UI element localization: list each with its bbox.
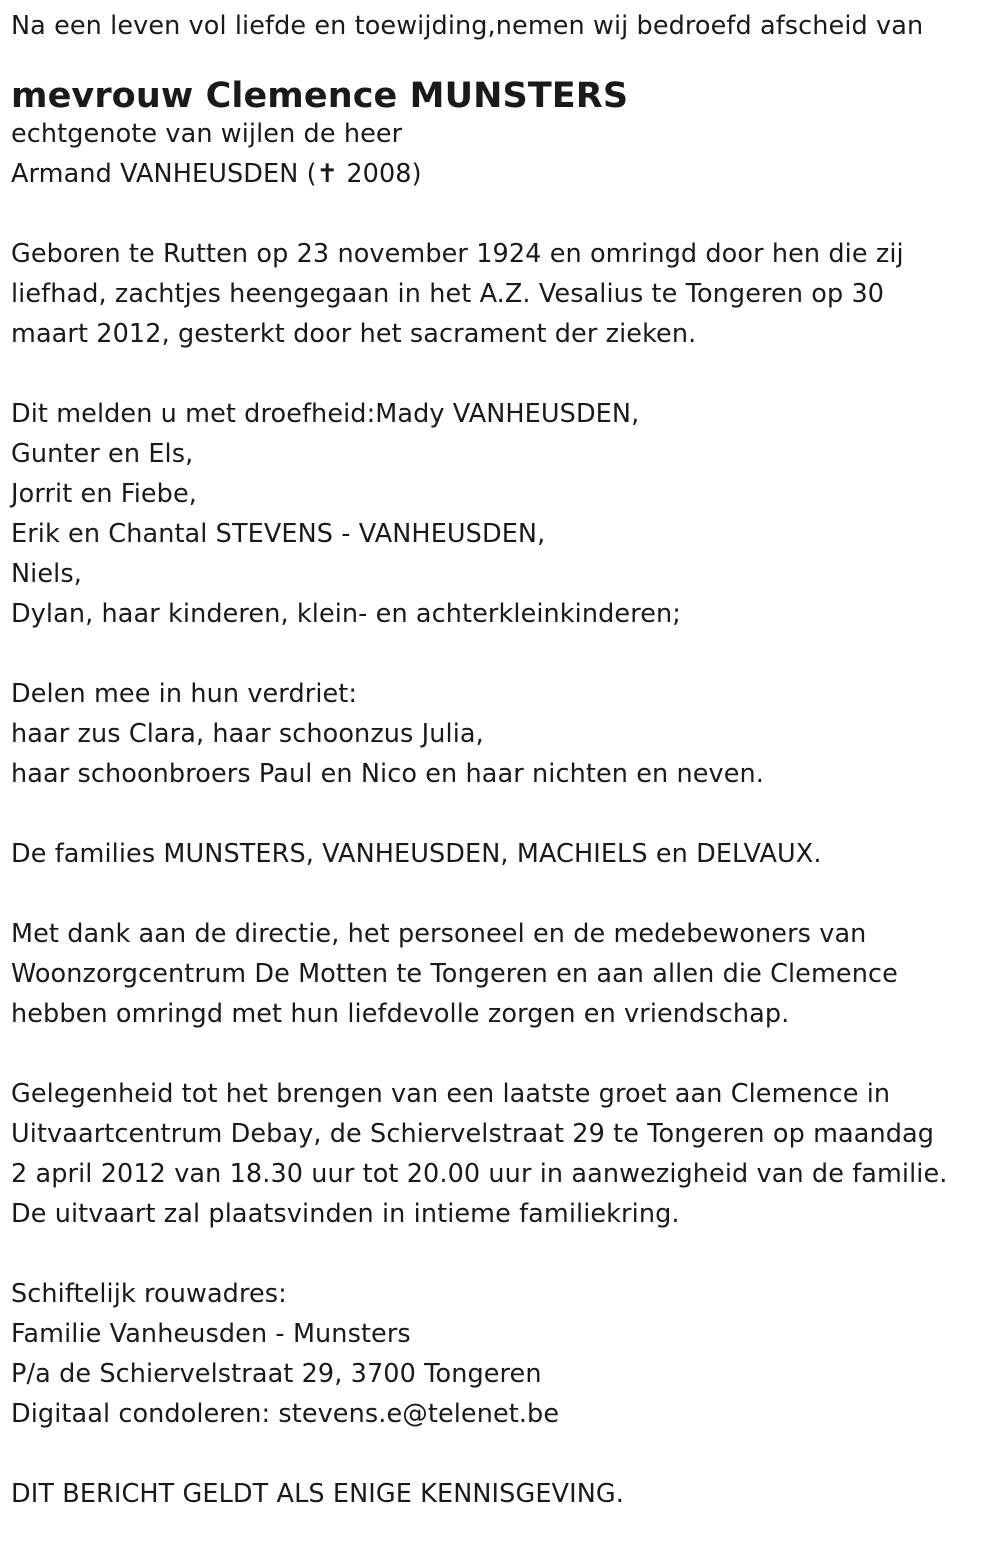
footer-notice: DIT BERICHT GELDT ALS ENIGE KENNISGEVING. xyxy=(11,1479,624,1509)
birth-death-paragraph xyxy=(11,234,996,354)
paragraph-line: hebben omringd met hun liefdevolle zorgen en vriendschap. xyxy=(11,999,790,1029)
deceased-name: mevrouw Clemence MUNSTERS xyxy=(11,76,629,116)
announced-by-paragraph xyxy=(11,394,996,634)
paragraph-line: Dit melden u met droefheid:Mady VANHEUSDEN, xyxy=(11,399,640,429)
paragraph-line: Geboren te Rutten op 23 november 1924 en omringd door hen die zij xyxy=(11,239,904,269)
paragraph-line: Gunter en Els, xyxy=(11,439,194,469)
spouse-line: echtgenote van wijlen de heer xyxy=(11,119,403,149)
intro-line: Na een leven vol liefde en toewijding,nemen wij bedroefd afscheid van xyxy=(11,11,924,41)
paragraph-line: P/a de Schiervelstraat 29, 3700 Tongeren xyxy=(11,1359,542,1389)
share-grief-paragraph xyxy=(11,674,996,794)
paragraph-line: De uitvaart zal plaatsvinden in intieme familiekring. xyxy=(11,1199,680,1229)
thanks-paragraph xyxy=(11,914,996,1034)
paragraph-line: Dylan, haar kinderen, klein- en achterkleinkinderen; xyxy=(11,599,681,629)
spouse-name-line: Armand VANHEUSDEN (✝ 2008) xyxy=(11,159,422,189)
visitation-paragraph xyxy=(11,1074,996,1234)
paragraph-line: maart 2012, gesterkt door het sacrament der zieken. xyxy=(11,319,697,349)
families-line: De families MUNSTERS, VANHEUSDEN, MACHIELS en DELVAUX. xyxy=(11,839,822,869)
obituary-notice xyxy=(11,6,996,1514)
paragraph-line: Uitvaartcentrum Debay, de Schiervelstraat 29 te Tongeren op maandag xyxy=(11,1119,935,1149)
condolence-email-line: Digitaal condoleren: stevens.e@telenet.be xyxy=(11,1399,560,1429)
paragraph-line: 2 april 2012 van 18.30 uur tot 20.00 uur in aanwezigheid van de familie. xyxy=(11,1159,948,1189)
paragraph-line: Woonzorgcentrum De Motten te Tongeren en aan allen die Clemence xyxy=(11,959,898,989)
paragraph-line: liefhad, zachtjes heengegaan in het A.Z. Vesalius te Tongeren op 30 xyxy=(11,279,885,309)
paragraph-line: haar zus Clara, haar schoonzus Julia, xyxy=(11,719,484,749)
paragraph-line: Erik en Chantal STEVENS - VANHEUSDEN, xyxy=(11,519,546,549)
paragraph-line: Schiftelijk rouwadres: xyxy=(11,1279,287,1309)
paragraph-line: haar schoonbroers Paul en Nico en haar nichten en neven. xyxy=(11,759,764,789)
paragraph-line: Familie Vanheusden - Munsters xyxy=(11,1319,411,1349)
paragraph-line: Met dank aan de directie, het personeel en de medebewoners van xyxy=(11,919,867,949)
address-block xyxy=(11,1274,996,1434)
paragraph-line: Delen mee in hun verdriet: xyxy=(11,679,358,709)
paragraph-line: Gelegenheid tot het brengen van een laatste groet aan Clemence in xyxy=(11,1079,891,1109)
paragraph-line: Niels, xyxy=(11,559,82,589)
paragraph-line: Jorrit en Fiebe, xyxy=(11,479,197,509)
